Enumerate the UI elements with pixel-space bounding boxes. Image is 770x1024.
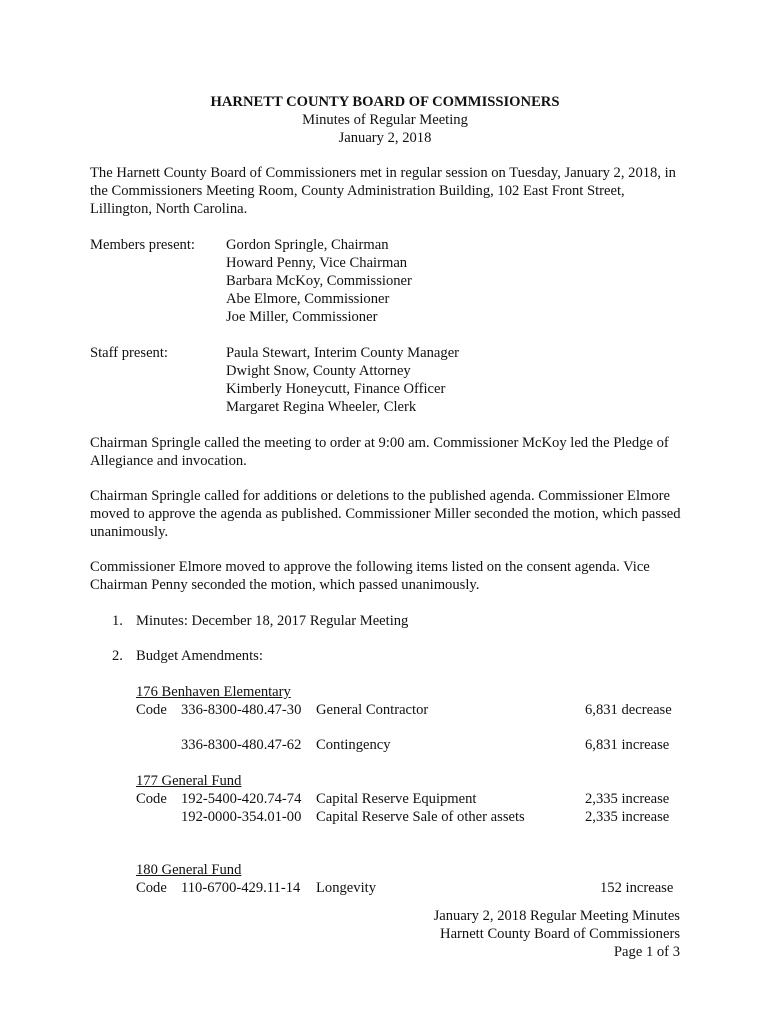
budget-amount: 2,335 increase xyxy=(585,791,670,807)
footer-board-line: Harnett County Board of Commissioners xyxy=(440,926,680,942)
list-number: 1. xyxy=(112,613,123,629)
budget-amount: 2,335 increase xyxy=(585,809,670,825)
document-date: January 2, 2018 xyxy=(338,130,432,146)
staff-label: Staff present: xyxy=(90,345,168,361)
code-label: Code xyxy=(136,880,167,896)
budget-group-heading: 176 Benhaven Elementary xyxy=(136,684,291,700)
budget-group-heading: 177 General Fund xyxy=(136,773,242,789)
budget-description: Contingency xyxy=(316,737,391,753)
code-label: Code xyxy=(136,791,167,807)
members-label: Members present: xyxy=(90,237,195,253)
list-number: 2. xyxy=(112,648,123,664)
budget-amount: 6,831 increase xyxy=(585,737,670,753)
call-to-order-paragraph: Chairman Springle called the meeting to order at 9:00 am. Commissioner McKoy led the Pledge of Allegiance and invocation. xyxy=(90,435,669,469)
list-item-minutes: Minutes: December 18, 2017 Regular Meeting xyxy=(136,613,409,629)
staff-name: Margaret Regina Wheeler, Clerk xyxy=(226,399,417,415)
staff-name: Dwight Snow, County Attorney xyxy=(226,363,411,379)
agenda-paragraph: Chairman Springle called for additions or deletions to the published agenda. Commissioner Elmore moved to approve the agenda as published. Commissioner Miller seconded the motion, which passed unanimously. xyxy=(90,488,681,540)
budget-code: 192-0000-354.01-00 xyxy=(181,809,302,825)
budget-description: General Contractor xyxy=(316,702,429,718)
document-subtitle: Minutes of Regular Meeting xyxy=(302,112,468,128)
intro-paragraph: The Harnett County Board of Commissioners met in regular session on Tuesday, January 2, 2018, in the Commissioners Meeting Room, County Administration Building, 102 East Front Street, Lillington, North Carolina. xyxy=(90,165,676,217)
budget-description: Longevity xyxy=(316,880,376,896)
footer-meeting-line: January 2, 2018 Regular Meeting Minutes xyxy=(433,908,680,924)
budget-description: Capital Reserve Sale of other assets xyxy=(316,809,525,825)
document-title: HARNETT COUNTY BOARD OF COMMISSIONERS xyxy=(210,94,560,110)
member-name: Abe Elmore, Commissioner xyxy=(226,291,390,307)
budget-description: Capital Reserve Equipment xyxy=(316,791,477,807)
budget-group-heading: 180 General Fund xyxy=(136,862,242,878)
member-name: Barbara McKoy, Commissioner xyxy=(226,273,412,289)
consent-agenda-paragraph: Commissioner Elmore moved to approve the following items listed on the consent agenda. Vice Chairman Penny seconded the motion, which passed unanimously. xyxy=(90,559,650,593)
member-name: Howard Penny, Vice Chairman xyxy=(226,255,408,271)
member-name: Joe Miller, Commissioner xyxy=(226,309,378,325)
member-name: Gordon Springle, Chairman xyxy=(226,237,389,253)
budget-code: 336-8300-480.47-30 xyxy=(181,702,302,718)
staff-name: Paula Stewart, Interim County Manager xyxy=(226,345,460,361)
code-label: Code xyxy=(136,702,167,718)
budget-code: 192-5400-420.74-74 xyxy=(181,791,302,807)
budget-amount: 6,831 decrease xyxy=(585,702,672,718)
budget-amount: 152 increase xyxy=(600,880,674,896)
budget-code: 336-8300-480.47-62 xyxy=(181,737,302,753)
page-number: Page 1 of 3 xyxy=(613,944,680,960)
budget-code: 110-6700-429.11-14 xyxy=(181,880,301,896)
staff-name: Kimberly Honeycutt, Finance Officer xyxy=(226,381,446,397)
list-item-budget: Budget Amendments: xyxy=(136,648,263,664)
